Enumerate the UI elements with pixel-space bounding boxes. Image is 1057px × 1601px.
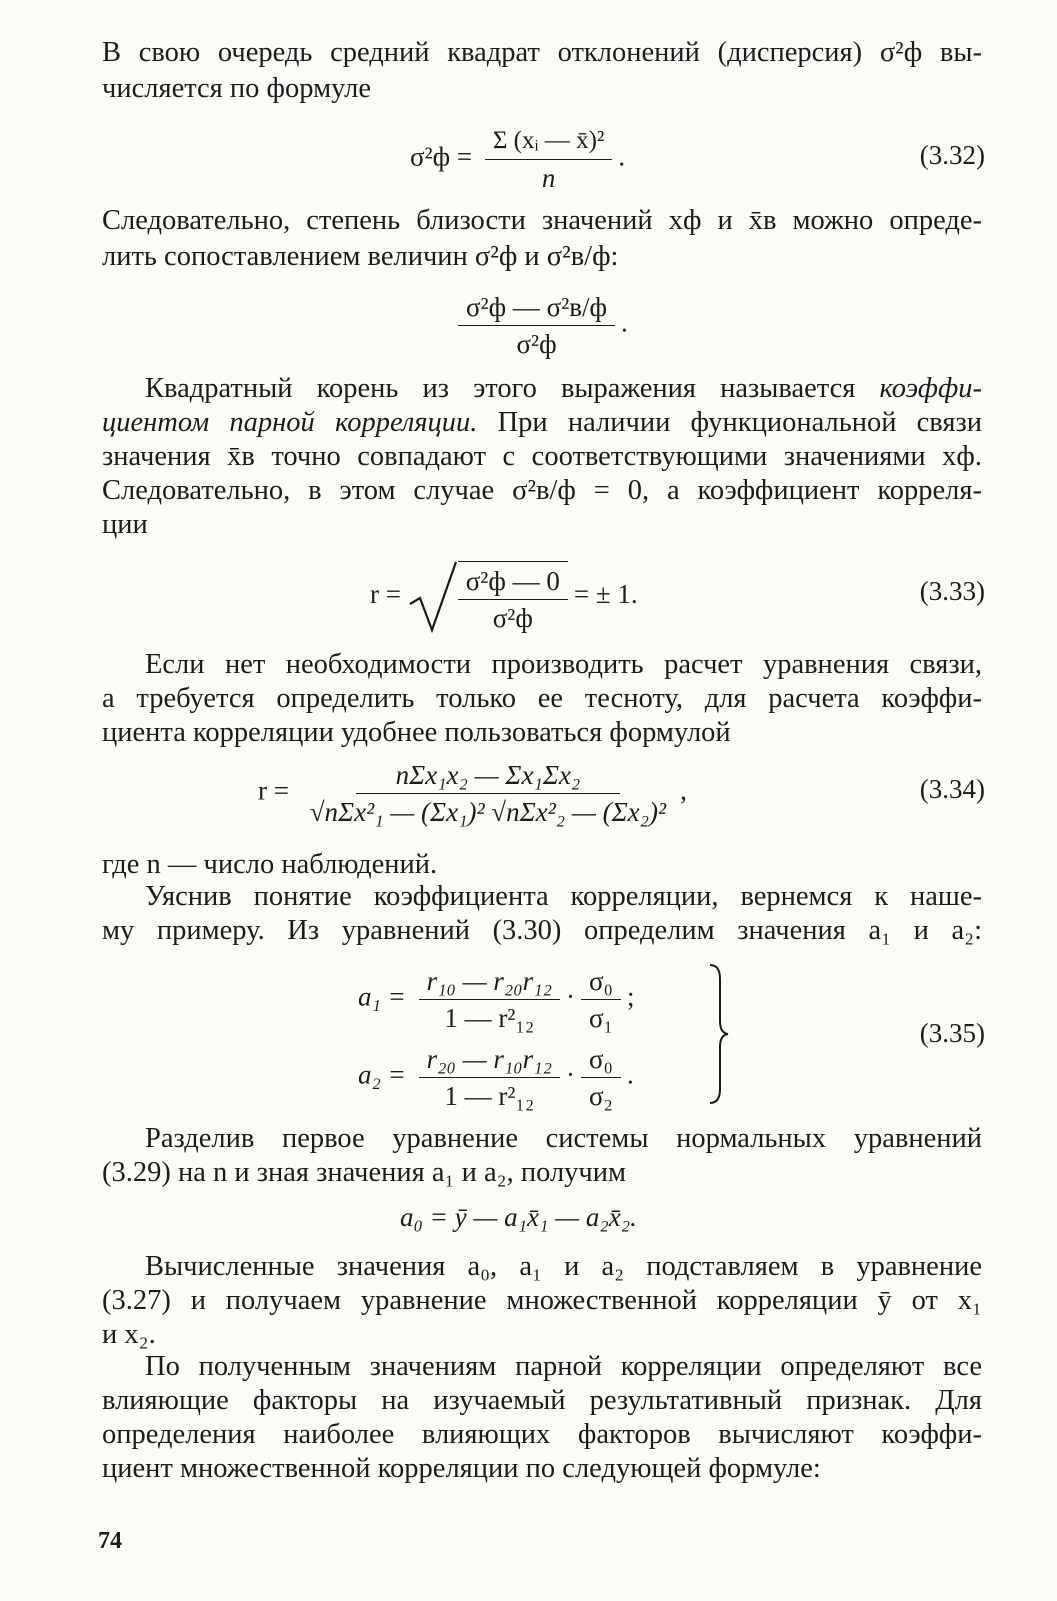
paragraph-line: значения x̄в точно совпадают с соответствующими значениями xф. [102,441,982,472]
paragraph-line: ции [102,509,148,540]
numerator: σ₀ [581,966,621,1000]
paragraph-line: Следовательно, в этом случае σ²в/ф = 0, а коэффициент корреля- [102,475,982,506]
equation-number: (3.33) [919,576,985,606]
paragraph-line: определения наиболее влияющих факторов вычисляют коэффи- [102,1419,982,1450]
equation-lhs: a₁ = [358,981,406,1012]
denominator: σ²ф [492,603,533,633]
paragraph-line: В свою очередь средний квадрат отклонений (дисперсия) σ²ф вы- [102,37,982,68]
paragraph-line [145,372,982,406]
paragraph-line: лить сопоставлением величин σ²ф и σ²в/ф: [102,241,619,272]
paragraph-line: циент множественной корреляции по следующей формуле: [102,1453,821,1484]
equation-tail: , [680,775,687,806]
fraction [581,1044,621,1111]
fraction [302,760,674,827]
equation-tail: . [626,1059,634,1090]
equation-number: (3.35) [919,1018,985,1048]
equation-lhs: r = [258,775,289,806]
paragraph-line: а требуется определить только ее тесноту, для расчета коэффи- [102,683,982,714]
variance-ratio [452,292,628,359]
equation-lhs: σ²ф = [410,141,473,172]
paragraph-line [102,406,982,440]
paragraph-line: Вычисленные значения a₀, a₁ и a₂ подставляем в уравнение [145,1251,982,1282]
multiply-dot: · [565,1059,575,1090]
numerator: σ²ф — σ²в/ф [458,292,615,326]
equation-3-33 [370,560,638,634]
sqrt-icon [408,560,458,634]
paragraph-line: По полученным значениям парной корреляции определяют все [145,1351,982,1382]
paragraph-line: Разделив первое уравнение системы нормальных уравнений [145,1123,982,1154]
equation-tail: . [618,141,626,172]
fraction [419,1044,560,1111]
right-brace-icon [706,963,730,1105]
equation-tail: . [621,307,628,338]
paragraph-line: числяется по формуле [102,73,371,104]
denominator: 1 — r²₁₂ [444,1081,535,1111]
paragraph-line: влияющие факторы на изучаемый результативный признак. Для [102,1385,982,1416]
term-italic: циентом парной корреляции. [102,407,478,438]
denominator: n [541,163,556,193]
paragraph-line: циента корреляции удобнее пользоваться формулой [102,717,731,748]
paragraph-line: и x₂. [102,1319,156,1350]
numerator: σ²ф — 0 [458,566,568,600]
multiply-dot: · [565,981,575,1012]
denominator: σ₂ [588,1081,613,1111]
term-italic: коэффи- [879,373,982,404]
equation-3-34 [258,760,687,827]
denominator: σ₁ [588,1003,613,1033]
equation-3-35-a1 [358,966,634,1033]
paragraph-line: (3.29) на n и зная значения a₁ и a₂, получим [102,1157,627,1188]
paragraph-line: (3.27) и получаем уравнение множественной корреляции ȳ от x₁ [102,1285,982,1316]
numerator: nΣx₁x₂ — Σx₁Σx₂ [356,760,621,794]
text-run: Квадратный корень из этого выражения называется [145,373,880,404]
page-number: 74 [98,1528,122,1554]
equation-a0: a₀ = ȳ — a₁x̄₁ — a₂x̄₂. [400,1202,637,1232]
paragraph-line: Следовательно, степень близости значений xф и x̄в можно опреде- [102,205,982,236]
equation-number: (3.34) [919,774,985,804]
denominator: σ²ф [516,329,557,359]
denominator: 1 — r²₁₂ [444,1003,535,1033]
fraction [581,966,621,1033]
equation-tail: ; [626,981,635,1012]
numerator: r₁₀ — r₂₀r₁₂ [419,966,560,1000]
paragraph-line: Если нет необходимости производить расчет уравнения связи, [145,649,982,680]
equation-lhs: r = [370,579,401,610]
equation-rhs: = ± 1. [573,579,638,610]
denominator: √nΣx²₁ — (Σx₁)² √nΣx²₂ — (Σx₂)² [309,797,667,827]
equation-3-35-a2 [358,1044,634,1111]
equation-number: (3.32) [919,140,985,170]
text-run: При наличии функциональной связи [477,407,982,438]
paragraph-line: му примеру. Из уравнений (3.30) определим значения a₁ и a₂: [102,915,982,946]
equation-lhs: a₂ = [358,1059,406,1090]
paragraph-line: где n — число наблюдений. [102,849,438,880]
numerator: r₂₀ — r₁₀r₁₂ [419,1044,560,1078]
equation-3-32 [410,126,625,193]
fraction [458,561,568,633]
numerator: Σ (xᵢ — x̄)² [485,126,613,160]
numerator: σ₀ [581,1044,621,1078]
fraction [458,292,615,359]
fraction [419,966,560,1033]
paragraph-line: Уяснив понятие коэффициента корреляции, вернемся к наше- [145,881,982,912]
fraction [485,126,613,193]
